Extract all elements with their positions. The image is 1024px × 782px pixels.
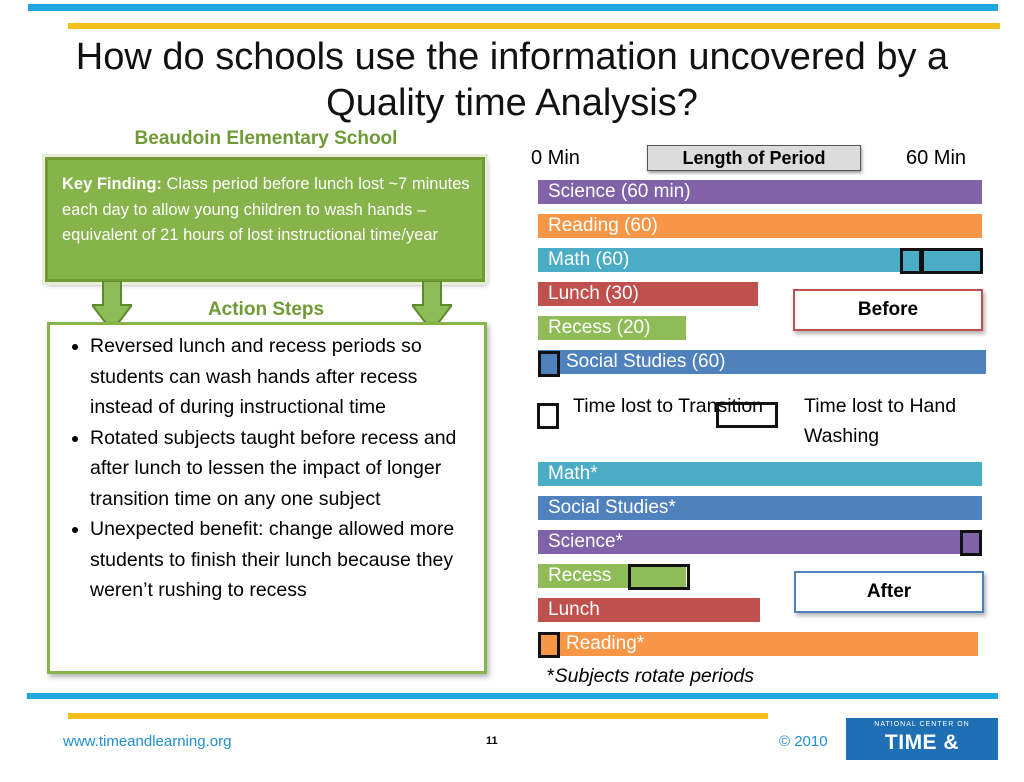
logo-top-text: NATIONAL CENTER ON: [874, 721, 970, 728]
after-schedule-bar: Lunch: [538, 598, 760, 622]
time-lost-marker: [538, 632, 560, 658]
footnote-text: Subjects rotate periods: [554, 665, 755, 687]
footer-url[interactable]: www.timeandlearning.org: [63, 733, 232, 750]
footnote-star: *: [547, 665, 555, 687]
time-lost-marker: [628, 564, 690, 590]
bottom-blue-rule: [27, 693, 998, 699]
time-and-learning-logo: [846, 718, 998, 780]
top-yellow-rule: [68, 23, 1000, 29]
transition-legend-text: Time lost to Transition: [573, 395, 764, 417]
before-schedule-bar: Social Studies (60): [538, 350, 986, 374]
slide-title: How do schools use the information uncovered by a Quality time Analysis?: [75, 36, 949, 124]
before-schedule-bar: Lunch (30): [538, 282, 758, 306]
after-schedule-bar: Reading*: [538, 632, 978, 656]
time-lost-marker: [960, 530, 982, 556]
before-schedule-bar: Math (60): [538, 248, 982, 272]
before-schedule-bar: Reading (60): [538, 214, 982, 238]
top-blue-rule: [28, 4, 998, 11]
length-of-period-label: Length of Period: [647, 145, 861, 171]
transition-legend-icon: [537, 403, 559, 429]
list-item: • Unexpected benefit: change allowed more students to finish their lunch because they weren’t rushing to recess: [90, 514, 474, 606]
hand-washing-legend-icon: [716, 402, 778, 428]
key-finding-text: Class period before lunch lost ~7 minutes each day to allow young children to wash hands – equivalent of 21 hours of lost instructional time/year: [62, 175, 470, 244]
before-label: Before: [857, 299, 919, 320]
page-number: 11: [486, 735, 498, 747]
list-item: • Rotated subjects taught before recess and after lunch to lessen the impact of longer transition time on any one subject: [90, 423, 474, 515]
time-lost-marker: [900, 248, 922, 274]
key-finding-label: Key Finding:: [62, 175, 162, 193]
hand-washing-legend-text: Time lost to Hand Washing: [804, 395, 957, 447]
logo-main-text: TIME & LEARNING: [865, 731, 979, 780]
key-finding-box: [45, 157, 485, 282]
before-schedule-bar: Science (60 min): [538, 180, 982, 204]
after-schedule-bar: Social Studies*: [538, 496, 982, 520]
time-lost-marker: [921, 248, 983, 274]
after-schedule-bar: Recess: [538, 564, 686, 588]
after-schedule-bar: Science*: [538, 530, 982, 554]
action-steps-title: Action Steps: [207, 299, 325, 320]
before-schedule-bar: Recess (20): [538, 316, 686, 340]
school-name: Beaudoin Elementary School: [134, 128, 398, 149]
before-label-box: [793, 289, 983, 331]
action-steps-box: [47, 322, 487, 674]
bottom-yellow-rule: [68, 713, 768, 719]
scale-max-label: 60 Min: [906, 147, 967, 169]
after-label-box: [794, 571, 984, 613]
time-lost-marker: [538, 351, 560, 377]
after-schedule-bar: Math*: [538, 462, 982, 486]
footnote: [547, 665, 754, 688]
after-label: After: [866, 581, 912, 602]
scale-min-label: 0 Min: [531, 147, 580, 169]
action-steps-list: [58, 331, 474, 606]
list-item: • Reversed lunch and recess periods so students can wash hands after recess instead of during instructional time: [90, 331, 474, 423]
copyright: © 2010: [779, 733, 828, 750]
